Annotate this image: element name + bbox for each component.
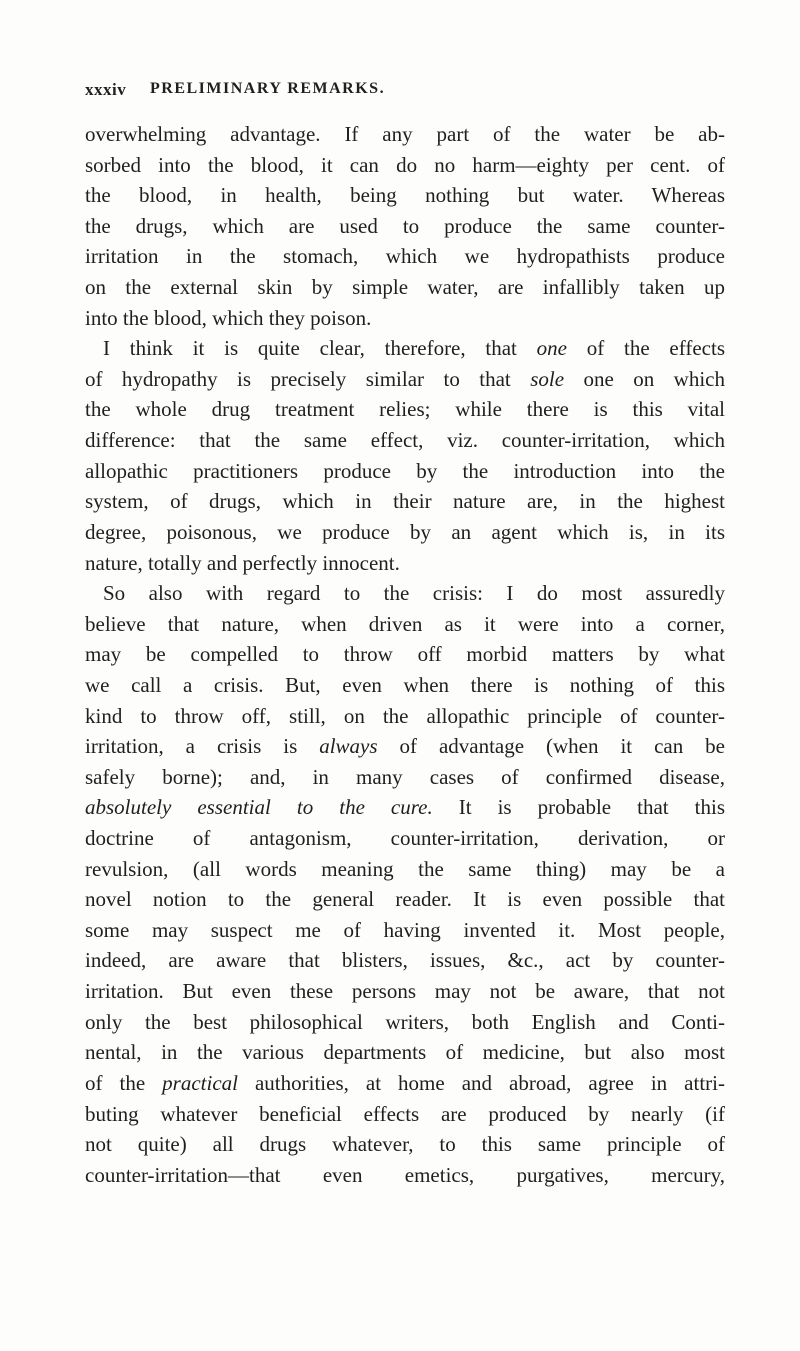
emphasis: one bbox=[536, 336, 567, 361]
text-run: I think it is quite clear, therefore, that bbox=[103, 336, 537, 361]
text-line: doctrine of antagonism, counter-irritation, derivation, or bbox=[85, 826, 725, 851]
text-run: authorities, at home and abroad, agree in attri- bbox=[237, 1070, 725, 1095]
text-run: It is probable that this bbox=[432, 795, 725, 820]
text-line bbox=[85, 792, 725, 823]
text-line: irritation. But even these persons may not be aware, that not bbox=[85, 979, 725, 1004]
text-line: system, of drugs, which in their nature are, in the highest bbox=[85, 489, 725, 514]
text-run: irritation, a crisis is bbox=[85, 734, 320, 759]
text-run: of the effects bbox=[566, 336, 725, 361]
text-line: irritation in the stomach, which we hydropathists produce bbox=[85, 244, 725, 269]
text-line bbox=[85, 364, 725, 395]
text-line: buting whatever beneficial effects are produced by nearly (if bbox=[85, 1101, 725, 1126]
text-line: may be compelled to throw off morbid matters by what bbox=[85, 642, 725, 667]
page-number: xxxiv bbox=[85, 80, 127, 99]
text-run: of the bbox=[85, 1070, 163, 1095]
text-line: counter-irritation—that even emetics, purgatives, mercury, bbox=[85, 1162, 725, 1187]
text-line: we call a crisis. But, even when there is nothing of this bbox=[85, 672, 725, 697]
text-run: of hydropathy is precisely similar to that bbox=[85, 366, 531, 391]
text-line: only the best philosophical writers, both English and Conti- bbox=[85, 1009, 725, 1034]
text-line: not quite) all drugs whatever, to this same principle of bbox=[85, 1132, 725, 1157]
text-line: revulsion, (all words meaning the same thing) may be a bbox=[85, 856, 725, 881]
emphasis: practical bbox=[162, 1070, 238, 1095]
body-text bbox=[85, 119, 725, 1190]
text-line: into the blood, which they poison. bbox=[85, 305, 372, 330]
emphasis: absolutely essential to the cure. bbox=[85, 795, 433, 820]
text-line: indeed, are aware that blisters, issues, &c., act by counter- bbox=[85, 948, 725, 973]
text-line: overwhelming advantage. If any part of the water be ab- bbox=[85, 122, 725, 146]
text-line: allopathic practitioners produce by the introduction into the bbox=[85, 458, 725, 483]
emphasis: sole bbox=[530, 366, 565, 391]
text-line: So also with regard to the crisis: I do most assuredly bbox=[103, 581, 725, 606]
text-line: the blood, in health, being nothing but water. Whereas bbox=[85, 183, 725, 208]
emphasis: always bbox=[319, 734, 378, 759]
text-line bbox=[85, 333, 725, 364]
text-line: the drugs, which are used to produce the same counter- bbox=[85, 213, 725, 238]
text-line: some may suspect me of having invented it. Most people, bbox=[85, 917, 725, 942]
running-title: PRELIMINARY REMARKS. bbox=[150, 80, 386, 97]
text-line bbox=[85, 731, 725, 762]
text-line: the whole drug treatment relies; while there is this vital bbox=[85, 397, 725, 422]
text-line: difference: that the same effect, viz. counter-irritation, which bbox=[85, 428, 725, 453]
text-run: one on which bbox=[564, 366, 725, 391]
text-line: novel notion to the general reader. It is even possible that bbox=[85, 887, 725, 912]
text-run: of advantage (when it can be bbox=[377, 734, 725, 759]
text-line: believe that nature, when driven as it were into a corner, bbox=[85, 611, 725, 636]
text-line: kind to throw off, still, on the allopathic principle of counter- bbox=[85, 703, 725, 728]
text-line bbox=[85, 1068, 725, 1099]
text-line: safely borne); and, in many cases of confirmed disease, bbox=[85, 764, 725, 789]
text-line: nental, in the various departments of medicine, but also most bbox=[85, 1040, 725, 1065]
text-line: degree, poisonous, we produce by an agent which is, in its bbox=[85, 519, 725, 544]
text-line: on the external skin by simple water, are infallibly taken up bbox=[85, 275, 725, 300]
text-line: nature, totally and perfectly innocent. bbox=[85, 550, 400, 575]
running-head bbox=[85, 80, 725, 104]
text-line: sorbed into the blood, it can do no harm—eighty per cent. of bbox=[85, 152, 725, 177]
